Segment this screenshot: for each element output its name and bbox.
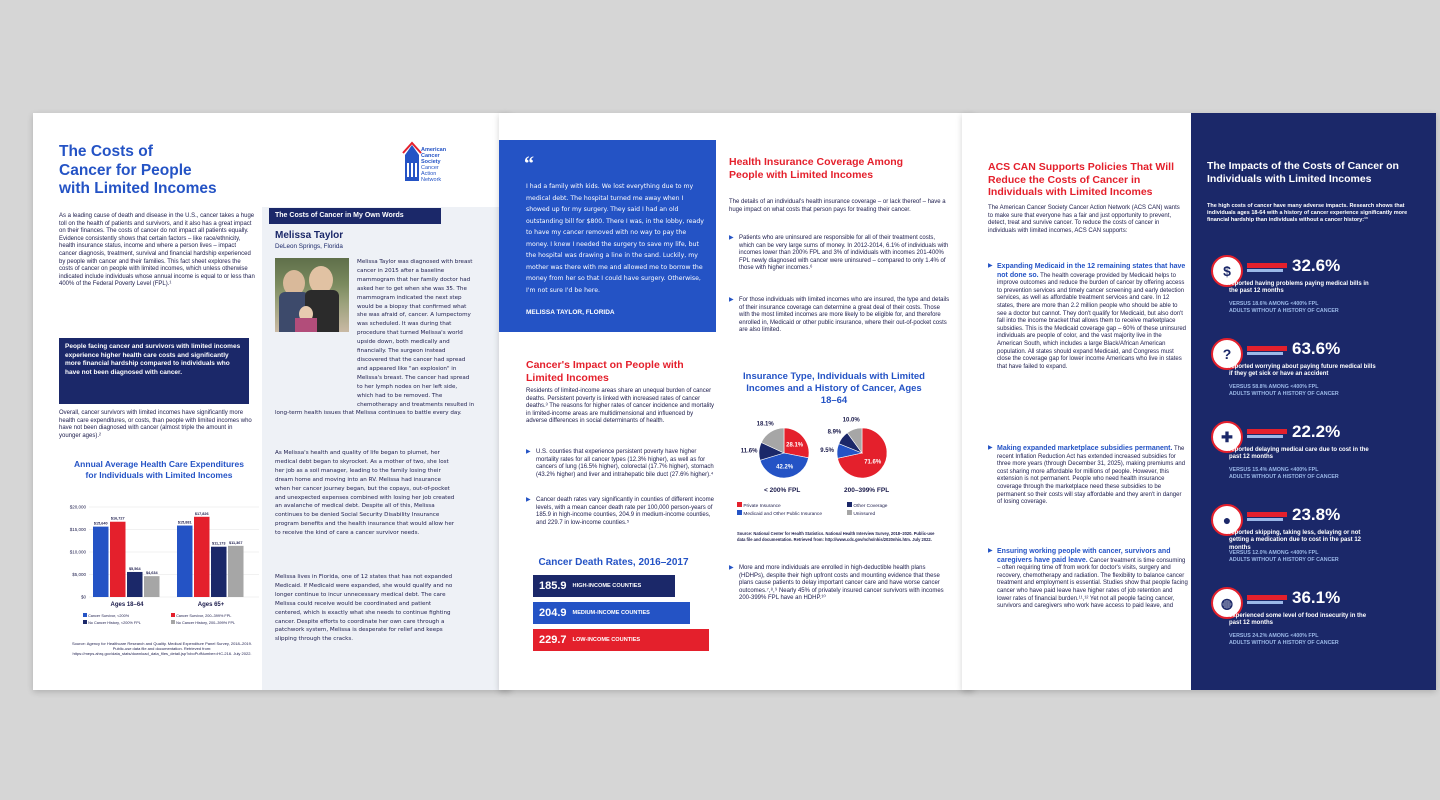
stat-description: experienced some level of food insecurity in the past 12 months	[1229, 613, 1367, 627]
stat-accent-line	[1247, 595, 1287, 600]
policy-item-3: ▶ Ensuring working people with cancer, survivors and caregivers have paid leave. Cancer treatment is time consuming – often requiring time off from work for doctor's visits, surgery and recovery, chemotherapy and radiation. The flexibility to balance cancer treatment and employment is essential. Studies show that people facing cancer who have paid leave have higher rates of job retention and lower rates of financial burden.¹¹,¹² Yet not all people facing cancer, survivors and caregivers who work have access to paid leave, and	[988, 548, 1188, 610]
insurance-bullet-2: ▶ For those individuals with limited incomes who are insured, the type and details of their insurance coverage can determine a great deal of their costs. Those with the most limited incomes are more likely to be eligible for, and therefore enrolled in, Medicaid or other public insurance, where their out-of-pocket costs are also limited.	[729, 297, 950, 334]
quote-attribution: MELISSA TAYLOR, FLORIDA	[526, 309, 615, 316]
pie-value-label: 11.6%	[740, 448, 758, 455]
legend-item: Cancer Survivor, 200–399% FPL	[171, 613, 263, 619]
bar	[93, 527, 109, 597]
stat-percent: 32.6%	[1292, 256, 1341, 275]
bar-value-label: $16,727	[110, 516, 125, 521]
pie-value-label: 18.1%	[756, 421, 774, 428]
death-rate-label: LOW-INCOME COUNTIES	[572, 637, 641, 643]
bar-value-label: $4,634	[145, 571, 158, 576]
stat-comparison: VERSUS 18.6% AMONG <400% FPL ADULTS WITHOUT A HISTORY OF CANCER	[1229, 301, 1339, 314]
legend-item: Cancer Survivor, <200%	[83, 613, 173, 619]
stat-comparison: VERSUS 15.4% AMONG <400% FPL ADULTS WITHOUT A HISTORY OF CANCER	[1229, 467, 1339, 480]
y-tick-label: $15,000	[69, 527, 86, 532]
bar	[177, 526, 193, 597]
pills-icon: ●	[1211, 504, 1243, 536]
page-1	[33, 113, 511, 690]
logo-text: Action	[421, 171, 437, 177]
bar	[228, 546, 244, 597]
bar-value-label: $17,826	[194, 511, 209, 516]
expenditure-bar-chart	[55, 501, 263, 613]
acs-can-logo	[401, 141, 457, 187]
x-category-label: Ages 18–64	[110, 602, 144, 608]
page-2	[499, 113, 974, 690]
stat-description: reported worrying about paying future medical bills if they get sick or have an accident	[1229, 364, 1376, 378]
pie-value-label: 10.0%	[842, 417, 860, 424]
story-paragraph-1	[275, 258, 475, 418]
stat-description: reported skipping, taking less, delaying or not getting a medication due to cost in the past 12 months	[1229, 530, 1362, 551]
y-tick-label: $20,000	[69, 504, 86, 510]
stat-accent-line	[1247, 352, 1283, 355]
person-location: DeLeon Springs, Florida	[275, 243, 343, 250]
logo-text: Society	[421, 159, 441, 165]
insurance-bullet-1: ▶ Patients who are uninsured are responsible for all of their treatment costs, which can be very large sums of money. In 2012-2014, 6.1% of individuals with incomes lower than 200% FPL and 3% of individuals with incomes 201-400% FPL newly diagnosed with cancer were uninsured – compared to only 1.4% of those with higher incomes.⁶	[729, 235, 949, 272]
legend-item: Uninsured	[847, 510, 927, 519]
insurance-pie-charts	[727, 413, 927, 493]
calendar-icon: ✚	[1211, 421, 1243, 453]
death-rate-value: 229.7	[539, 634, 567, 646]
legend-item: Private Insurance	[737, 502, 837, 511]
legend-item: Medicaid and Other Public Insurance	[737, 510, 847, 519]
death-rate-label: MEDIUM-INCOME COUNTIES	[572, 610, 650, 616]
story-text-1: Melissa Taylor was diagnosed with breast cancer in 2015 after a baseline mammogram that her family doctor had asked her to get when she was 35. The mammogram indicated the next step would be a biopsy that confirmed what she was afraid of, cancer. A lumpectomy was scheduled. It was during that procedure that turned Melissa's world upside down, both medically and financially. The surgeon instead discovered that the cancer had spread and appeared like "an explosion" in Melissa's breast. The cancer had spread to her lymph nodes on her left side, which had to be removed. The chemotherapy and treatments resulted in long-term health issues that Melissa continues to battle every day.	[275, 259, 475, 417]
logo-text: Network	[421, 177, 442, 183]
bar-value-label: $11,367	[228, 540, 243, 545]
pie-value-label: 71.6%	[864, 459, 882, 466]
title-line-1: The Costs of	[59, 143, 153, 160]
title-line-2: Cancer for People	[59, 161, 192, 179]
pie-chart-title: Insurance Type, Individuals with Limited Incomes and a History of Cancer, Ages 18–64	[743, 371, 925, 406]
callout-box: People facing cancer and survivors with limited incomes experience higher health care costs and significantly more financial hardship compared to individuals who have not been diagnosed with cancer.	[59, 338, 249, 404]
impacts-intro: The high costs of cancer have many adverse impacts. Research shows that individuals ages 18-64 with a history of cancer experience significantly more financial hardship than individuals without a cancer history:¹³	[1207, 203, 1408, 224]
stat-comparison: VERSUS 24.2% AMONG <400% FPL ADULTS WITHOUT A HISTORY OF CANCER	[1229, 633, 1339, 646]
y-tick-label: $0	[80, 594, 86, 600]
pie-label-2: 200–399% FPL	[844, 487, 890, 494]
bar-value-label: $5,564	[128, 566, 141, 571]
bill-icon: $	[1211, 255, 1243, 287]
stat-accent-line	[1247, 429, 1287, 434]
insurance-paragraph: The details of an individual's health insurance coverage – or lack thereof – have a huge impact on what costs that person pays for treating their cancer.	[729, 199, 946, 213]
logo-mark-icon	[401, 141, 423, 183]
pie-value-label: 9.5%	[820, 448, 834, 455]
intro-paragraph: As a leading cause of death and disease in the U.S., cancer takes a huge toll on the health of patients and survivors, and it also has a great impact on their finances. The costs of cancer do not impact all patients equally. Evidence consistently shows that certain factors – like race/ethnicity, health insurance status, income and where a person lives – impact cancer diagnosis, treatment, survival and financial hardship experienced by people with cancer and their families. This fact sheet explores the costs of cancer on people with limited incomes, which unless otherwise indicated include individuals whose annual income is equal to or less than 400% of the Federal Poverty Level (FPL).¹	[59, 213, 255, 288]
stat-description: reported having problems paying medical bills in the past 12 months	[1229, 281, 1369, 295]
logo-text: Cancer	[421, 165, 439, 171]
stat-percent: 23.8%	[1292, 505, 1341, 524]
stat-accent-line	[1247, 269, 1283, 272]
page-3	[962, 113, 1436, 690]
insurance-bullet-3: ▶ More and more individuals are enrolled in high-deductible health plans (HDHPs), despite their high upfront costs and mounting evidence that these plans cause patients to delay important cancer care and have worse cancer outcomes.⁷,⁸,⁹ Nearly 45% of privately insured cancer survivors with incomes 200-399% FPL have an HDHP.¹⁰	[729, 565, 944, 602]
impact-paragraph: Residents of limited-income areas share an unequal burden of cancer deaths. Persistent poverty is linked with increased rates of cancer deaths.³ The reasons for higher rates of cancer incidence and mortality in limited-income areas are multidimensional and influenced by adverse differences in social determinants of health.	[526, 388, 714, 425]
bar-value-label: $15,640	[93, 521, 108, 526]
death-rate-bar	[533, 575, 675, 597]
pie-label-1: < 200% FPL	[764, 487, 801, 494]
stat-comparison: VERSUS 58.8% AMONG <400% FPL ADULTS WITHOUT A HISTORY OF CANCER	[1229, 384, 1339, 397]
bar	[211, 547, 227, 597]
bar-value-label: $11,173	[211, 541, 226, 546]
logo-text: Cancer	[421, 153, 440, 159]
insurance-heading: Health Insurance Coverage Among People with Limited Incomes	[729, 156, 904, 181]
legend-item: No Cancer History, <200% FPL	[83, 620, 173, 626]
page-title	[59, 143, 217, 199]
stat-comparison: VERSUS 12.0% AMONG <400% FPL ADULTS WITHOUT A HISTORY OF CANCER	[1229, 550, 1339, 563]
person-name: Melissa Taylor	[275, 230, 344, 241]
stat-percent: 36.1%	[1292, 588, 1341, 607]
policy-item-2: ▶ Making expanded marketplace subsidies permanent. The recent Inflation Reduction Act has extended increased subsidies for three more years (through December 31, 2025), making premiums and cost sharing more affordable for millions of people. However, this extension is not permanent. People who need health insurance coverage through the marketplace need these subsidies to be permanent so their costs will stay affordable and they aren't in danger of losing coverage.	[988, 445, 1186, 506]
bar	[194, 517, 210, 597]
x-category-label: Ages 65+	[197, 602, 225, 608]
stat-description: reported delaying medical care due to cost in the past 12 months	[1229, 447, 1369, 461]
pie-value-label: 42.2%	[776, 464, 794, 471]
source-note: Source: Agency for Healthcare Research and Quality. Medical Expenditure Panel Survey, 2018–2019. Public-use data file and documentation. Retrieved from: https://meps.ahrq.gov/data_stats/download_data_files_detail.jsp?cboPufNumber=HC-216. July 2022.	[72, 641, 252, 657]
death-rate-label: HIGH-INCOME COUNTIES	[572, 583, 642, 589]
quote-mark-icon: “	[524, 153, 534, 175]
pie-value-label: 8.9%	[827, 429, 842, 436]
impacts-heading: The Impacts of the Costs of Cancer on Individuals with Limited Incomes	[1207, 160, 1399, 185]
stat-percent: 63.6%	[1292, 339, 1341, 358]
y-tick-label: $5,000	[72, 572, 86, 577]
legend-item: No Cancer History, 200–399% FPL	[171, 620, 263, 626]
policies-intro: The American Cancer Society Cancer Action Network (ACS CAN) wants to make sure that everyone has a fair and just opportunity to prevent, detect, treat and survive cancer. To reduce the costs of cancer in individuals with limited incomes, ACS CAN supports:	[988, 205, 1180, 234]
stat-accent-line	[1247, 512, 1287, 517]
death-rate-bar	[533, 602, 690, 624]
impact-bullet-2: ▶ Cancer death rates vary significantly in counties of different income levels, with a mean cancer death rate per 100,000 person-years of 185.9 in high-income counties, 204.9 in medium-income counties, and 229.7 in low-income counties.⁵	[526, 497, 714, 526]
legend-item: Other Coverage	[847, 502, 927, 511]
stat-accent-line	[1247, 435, 1283, 438]
story-paragraph-3: Melissa lives in Florida, one of 12 states that has not expanded Medicaid. If Medicaid were expanded, she would qualify and no longer continue to incur unnecessary medical debt. The care Melissa could receive would be coordinated and patient centered, which is exactly what she needs to continue fighting cancer. Despite efforts to coordinate her own care through a patchwork system, Melissa is desperate for relief and keeps slipping through the cracks.	[275, 574, 453, 643]
story-paragraph-2: As Melissa's health and quality of life began to plumet, her medical debt began to skyrocket. As a mother of two, she lost her job as a soil manager, leading to the family losing their dream home and moving into an RV. Melissa had insurance when her cancer journey began, but the copays, out-of-pocket and unexpected expenses combined with losing her job created an avalanche of medical debt. Despite all of this, Melissa continues to be denied Social Security Disability Insurance program benefits and the health insurance that would allow her to receive the kind of care a cancer survivor needs.	[275, 450, 455, 537]
y-tick-label: $10,000	[69, 549, 86, 555]
worry-icon: ?	[1211, 338, 1243, 370]
stat-accent-line	[1247, 601, 1283, 604]
impact-heading: Cancer's Impact on People with Limited Incomes	[526, 359, 684, 384]
death-rate-bar	[533, 629, 709, 651]
chart-title: Annual Average Health Care Expenditures for Individuals with Limited Incomes	[74, 459, 244, 480]
bar	[110, 522, 126, 597]
stat-accent-line	[1247, 263, 1287, 268]
pie-source: Source: National Center for Health Statistics. National Health Interview Survey, 2018–2020. Public-use data file and documentation. Retrieved from: http://www.cdc.gov/nchs/nhis/2020nhis.htm. July 2022.	[737, 531, 935, 542]
bar-value-label: $15,881	[177, 520, 192, 525]
pie-value-label: 28.1%	[786, 442, 804, 449]
death-rate-value: 185.9	[539, 580, 567, 592]
stat-accent-line	[1247, 346, 1287, 351]
policy-item-1: ▶ Expanding Medicaid in the 12 remaining states that have not done so. The health coverage provided by Medicaid helps to improve outcomes and reduce the burden of cancer by offering access to prevention services and timely cancer screening and early detection services, as well as affordable treatment services and care. In 12 states, there are more than 2.2 million people who should be able to see a doctor but cannot. They don't qualify for Medicaid, but also don't fall into the income bracket that allows them to receive marketplace subsidies. This is the Medicaid coverage gap – 60% of these uninsured individuals are people of color, and the vast majority live in the American South, which includes a large Black/African American population. All states should expand Medicaid, and Congress must close the coverage gap for lower income Americans who live in states that have failed to expand.	[988, 263, 1187, 370]
death-rate-value: 204.9	[539, 607, 567, 619]
impact-bullet-1: ▶ U.S. counties that experience persistent poverty have higher mortality rates for all cancer types (12.3% higher), as well as for cancers of lung (16.5% higher), colorectal (17.7% higher), stomach (43.2% higher) and liver and intrahepatic bile duct (27.6% higher).⁴	[526, 449, 714, 478]
bar	[127, 572, 143, 597]
stat-percent: 22.2%	[1292, 422, 1341, 441]
quote-text: I had a family with kids. We lost everything due to my medical debt. The hospital turned me away when I showed up for my surgery. They said I had an old outstanding bill for $800. There I was, in the lobby, ready to have my cancer removed with no way to pay the money. I knew I needed the surgery to save my life, but the hospital was drawing a line in the sand. Luckily, my mother was there with me and allowed me to borrow the money from her so that I could have surgery. Otherwise, I'm not sure I'd be here.	[526, 183, 704, 294]
logo-text: American	[421, 147, 447, 153]
sidebar-title: The Costs of Cancer in My Own Words	[269, 208, 441, 224]
title-line-3: with Limited Incomes	[59, 180, 217, 197]
stat-accent-line	[1247, 518, 1283, 521]
bar	[144, 576, 160, 597]
death-rates-title: Cancer Death Rates, 2016–2017	[538, 557, 689, 568]
policies-heading: ACS CAN Supports Policies That Will Reduce the Costs of Cancer in Individuals with Limited Incomes	[988, 161, 1175, 198]
overall-paragraph: Overall, cancer survivors with limited incomes have significantly more health care expenditures, or costs, than people with limited incomes who have not been diagnosed with cancer (almost triple the amount in younger ages).²	[59, 410, 252, 439]
food-icon: ◍	[1211, 587, 1243, 619]
